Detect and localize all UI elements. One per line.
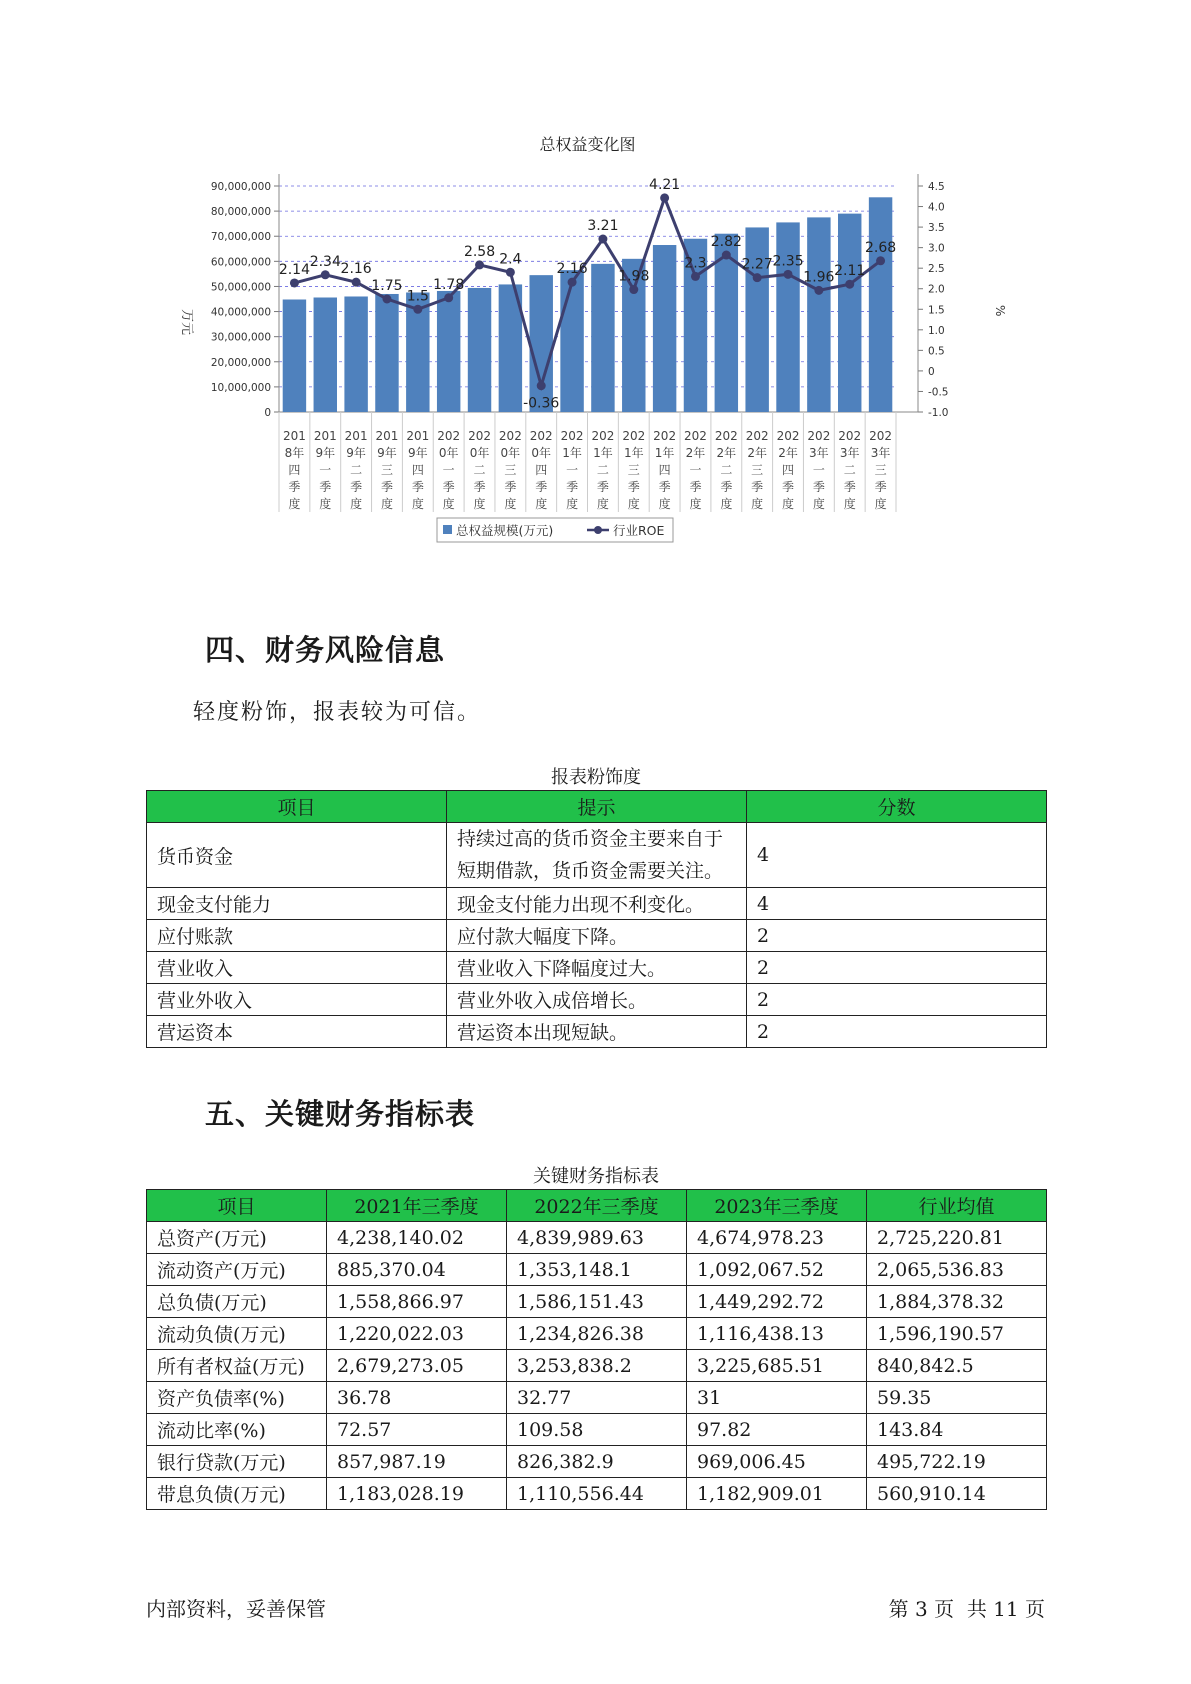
roe-data-label: 2.11 xyxy=(834,263,866,280)
x-tick-label: 9年 xyxy=(408,446,428,460)
x-tick-label: 3年 xyxy=(809,446,829,460)
table-cell: 1,110,556.44 xyxy=(507,1478,687,1510)
x-tick-label: 度 xyxy=(350,497,363,511)
roe-point xyxy=(290,278,299,287)
roe-data-label: 4.21 xyxy=(649,176,681,193)
table-cell: 1,586,151.43 xyxy=(507,1286,687,1318)
x-tick-label: 二 xyxy=(596,463,609,477)
table-cell: 所有者权益(万元) xyxy=(147,1350,327,1382)
roe-point xyxy=(321,270,330,279)
legend-line-marker xyxy=(594,526,602,534)
table-cell: 1,449,292.72 xyxy=(687,1286,867,1318)
whitewash-table xyxy=(146,790,1047,1048)
y-right-tick-label: 1.0 xyxy=(928,324,945,337)
x-tick-label: 202 xyxy=(560,429,584,443)
x-tick-label: 202 xyxy=(468,429,491,443)
bar xyxy=(807,217,830,412)
table-cell: 72.57 xyxy=(327,1414,507,1446)
x-tick-label: 度 xyxy=(504,497,517,511)
table-cell: 840,842.5 xyxy=(867,1350,1047,1382)
item-cell: 现金支付能力 xyxy=(147,888,447,920)
x-tick-label: 1年 xyxy=(654,446,675,460)
roe-point xyxy=(753,273,762,282)
y-left-tick-label: 50,000,000 xyxy=(210,281,271,294)
table-row xyxy=(147,1478,1047,1510)
x-tick-label: 202 xyxy=(838,429,862,443)
header-cell: 提示 xyxy=(447,791,747,823)
table-row xyxy=(147,1222,1047,1254)
bar xyxy=(283,300,306,412)
roe-point xyxy=(722,251,731,260)
x-tick-label: 季 xyxy=(689,480,702,494)
x-tick-label: 度 xyxy=(627,497,640,511)
table-header-row xyxy=(147,1190,1047,1222)
x-tick-label: 季 xyxy=(812,480,825,494)
table-cell: 1,353,148.1 xyxy=(507,1254,687,1286)
table-cell: 3,225,685.51 xyxy=(687,1350,867,1382)
roe-data-label: 1.75 xyxy=(371,278,403,294)
table-cell: 2,725,220.81 xyxy=(867,1222,1047,1254)
x-tick-label: 2年 xyxy=(778,446,798,460)
x-tick-label: 三 xyxy=(751,463,764,477)
x-tick-label: 202 xyxy=(498,429,522,443)
roe-data-label: 2.4 xyxy=(499,251,522,268)
x-tick-label: 201 xyxy=(375,429,399,443)
x-tick-label: 季 xyxy=(596,480,609,494)
table-cell: 4,839,989.63 xyxy=(507,1222,687,1254)
table-cell: 857,987.19 xyxy=(327,1446,507,1478)
x-tick-label: 202 xyxy=(714,429,738,443)
score-cell: 2 xyxy=(747,1016,1047,1048)
y-right-tick-label: 1.5 xyxy=(928,304,945,317)
y-left-tick-label: 90,000,000 xyxy=(210,181,271,193)
x-tick-label: 201 xyxy=(313,429,337,443)
table-row xyxy=(147,952,1047,984)
table-cell: 36.78 xyxy=(327,1382,507,1414)
y-right-tick-label: -0.5 xyxy=(928,386,949,399)
y-left-tick-label: 60,000,000 xyxy=(210,256,271,269)
x-tick-label: 季 xyxy=(504,480,517,494)
bar xyxy=(653,245,676,412)
y-right-tick-label: 2.5 xyxy=(928,263,945,276)
x-tick-label: 季 xyxy=(658,480,671,494)
x-tick-label: 9年 xyxy=(315,446,336,460)
x-tick-label: 三 xyxy=(380,463,393,477)
roe-point xyxy=(845,280,854,289)
key-indicators-table xyxy=(146,1189,1047,1510)
bar xyxy=(776,222,799,412)
y-left-tick-label: 0 xyxy=(264,407,271,419)
x-tick-label: 季 xyxy=(411,480,424,494)
bar xyxy=(344,296,367,412)
x-tick-label: 1年 xyxy=(623,446,644,460)
bar xyxy=(745,227,768,412)
x-tick-label: 季 xyxy=(350,480,363,494)
x-tick-label: 202 xyxy=(622,429,646,443)
table-row xyxy=(147,1446,1047,1478)
roe-data-label: 2.16 xyxy=(556,261,588,278)
item-cell: 货币资金 xyxy=(147,823,447,888)
score-cell: 4 xyxy=(747,823,1047,888)
x-tick-label: 度 xyxy=(812,497,825,511)
x-tick-label: 0年 xyxy=(500,446,521,460)
roe-point xyxy=(413,305,422,314)
x-tick-label: 202 xyxy=(653,429,677,443)
roe-point xyxy=(537,381,546,390)
x-tick-label: 度 xyxy=(535,497,548,511)
bar xyxy=(560,270,583,412)
x-tick-label: 度 xyxy=(596,497,609,511)
table-cell: 59.35 xyxy=(867,1382,1047,1414)
x-tick-label: 度 xyxy=(658,497,671,511)
x-tick-label: 一 xyxy=(566,463,579,477)
table-cell: 826,382.9 xyxy=(507,1446,687,1478)
x-tick-label: 9年 xyxy=(346,446,366,460)
table-cell: 1,092,067.52 xyxy=(687,1254,867,1286)
roe-point xyxy=(475,260,484,269)
roe-data-label: 2.68 xyxy=(864,239,897,256)
x-tick-label: 四 xyxy=(782,463,795,477)
x-tick-label: 度 xyxy=(751,497,764,511)
x-tick-label: 度 xyxy=(473,497,486,511)
roe-point xyxy=(568,278,577,287)
y-right-tick-label: 2.0 xyxy=(928,283,945,296)
roe-data-label: 2.35 xyxy=(772,253,804,270)
y-right-tick-label: -1.0 xyxy=(928,407,949,419)
roe-data-label: 2.58 xyxy=(463,243,496,260)
x-tick-label: 一 xyxy=(812,463,825,477)
y-left-tick-label: 80,000,000 xyxy=(210,206,271,219)
bar xyxy=(591,264,614,412)
hint-cell: 营业收入下降幅度过大。 xyxy=(447,952,747,984)
table-cell: 2,065,536.83 xyxy=(867,1254,1047,1286)
x-tick-label: 一 xyxy=(689,463,702,477)
table-row xyxy=(147,984,1047,1016)
table-caption-indicators: 关键财务指标表 xyxy=(533,1166,659,1187)
x-tick-label: 3年 xyxy=(839,446,860,460)
table-cell: 银行贷款(万元) xyxy=(147,1446,327,1478)
table-cell: 109.58 xyxy=(507,1414,687,1446)
y-left-tick-label: 30,000,000 xyxy=(210,331,271,344)
table-row xyxy=(147,1318,1047,1350)
x-tick-label: 季 xyxy=(288,480,301,494)
roe-data-label: 2.34 xyxy=(309,253,341,270)
roe-data-label: 3.21 xyxy=(587,218,619,235)
footer-confidential-note: 内部资料，妥善保管 xyxy=(146,1597,326,1621)
x-tick-label: 3年 xyxy=(870,446,891,460)
x-tick-label: 1年 xyxy=(593,446,613,460)
y-left-axis-label: 万元 xyxy=(179,309,194,336)
x-tick-label: 202 xyxy=(745,429,769,443)
table-cell: 3,253,838.2 xyxy=(507,1350,687,1382)
roe-data-label: -0.36 xyxy=(523,395,560,412)
hint-cell: 应付款大幅度下降。 xyxy=(447,920,747,952)
legend-line-label: 行业ROE xyxy=(613,523,665,538)
item-cell: 营运资本 xyxy=(147,1016,447,1048)
roe-point xyxy=(352,278,361,287)
x-tick-label: 202 xyxy=(684,429,707,443)
x-tick-label: 201 xyxy=(344,429,368,443)
header-cell: 2022年三季度 xyxy=(507,1190,687,1222)
bar xyxy=(437,291,460,412)
y-left-tick-label: 40,000,000 xyxy=(210,306,271,319)
table-cell: 31 xyxy=(687,1382,867,1414)
table-cell: 143.84 xyxy=(867,1414,1047,1446)
table-cell: 1,234,826.38 xyxy=(507,1318,687,1350)
header-cell: 项目 xyxy=(147,791,447,823)
hint-cell: 营业外收入成倍增长。 xyxy=(447,984,747,1016)
x-tick-label: 202 xyxy=(807,429,831,443)
x-tick-label: 一 xyxy=(319,463,332,477)
y-left-tick-label: 10,000,000 xyxy=(210,381,271,394)
section-heading-financial-risk: 四、财务风险信息 xyxy=(205,633,446,667)
roe-point xyxy=(876,256,885,265)
table-cell: 1,182,909.01 xyxy=(687,1478,867,1510)
x-tick-label: 0年 xyxy=(438,446,459,460)
x-tick-label: 202 xyxy=(529,429,553,443)
table-row xyxy=(147,823,1047,888)
table-row xyxy=(147,1016,1047,1048)
table-header-row xyxy=(147,791,1047,823)
x-tick-label: 三 xyxy=(874,463,887,477)
roe-point xyxy=(629,285,638,294)
x-tick-label: 度 xyxy=(319,497,332,511)
x-tick-label: 三 xyxy=(627,463,640,477)
table-cell: 560,910.14 xyxy=(867,1478,1047,1510)
table-cell: 总资产(万元) xyxy=(147,1222,327,1254)
roe-data-label: 1.98 xyxy=(618,268,650,285)
roe-data-label: 2.82 xyxy=(710,234,742,251)
y-right-tick-label: 4.0 xyxy=(928,201,945,214)
y-left-tick-label: 70,000,000 xyxy=(210,231,271,244)
roe-point xyxy=(691,272,700,281)
legend-bar-swatch xyxy=(443,525,452,534)
bar xyxy=(314,297,337,412)
table-row xyxy=(147,1286,1047,1318)
x-tick-label: 度 xyxy=(689,497,702,511)
y-left-tick-label: 20,000,000 xyxy=(210,356,271,369)
x-tick-label: 度 xyxy=(380,497,393,511)
table-cell: 97.82 xyxy=(687,1414,867,1446)
x-tick-label: 三 xyxy=(504,463,517,477)
y-right-axis-label: % xyxy=(993,305,1007,317)
x-tick-label: 四 xyxy=(411,463,424,477)
table-cell: 1,884,378.32 xyxy=(867,1286,1047,1318)
table-cell: 4,238,140.02 xyxy=(327,1222,507,1254)
header-cell: 2021年三季度 xyxy=(327,1190,507,1222)
x-tick-label: 季 xyxy=(535,480,548,494)
x-tick-label: 四 xyxy=(535,463,548,477)
x-tick-label: 季 xyxy=(319,480,332,494)
x-tick-label: 一 xyxy=(442,463,455,477)
x-tick-label: 202 xyxy=(776,429,800,443)
hint-cell: 营运资本出现短缺。 xyxy=(447,1016,747,1048)
table-cell: 1,558,866.97 xyxy=(327,1286,507,1318)
x-tick-label: 度 xyxy=(782,497,795,511)
x-tick-label: 202 xyxy=(437,429,461,443)
bar xyxy=(838,214,861,412)
equity-chart xyxy=(165,130,1045,600)
x-tick-label: 季 xyxy=(751,480,764,494)
bar xyxy=(869,197,892,412)
x-tick-label: 季 xyxy=(720,480,733,494)
table-cell: 1,183,028.19 xyxy=(327,1478,507,1510)
chart-title: 总权益变化图 xyxy=(539,135,636,154)
x-tick-label: 2年 xyxy=(716,446,737,460)
header-cell: 项目 xyxy=(147,1190,327,1222)
hint-cell: 现金支付能力出现不利变化。 xyxy=(447,888,747,920)
table-caption-whitewash: 报表粉饰度 xyxy=(551,767,641,788)
x-tick-label: 度 xyxy=(288,497,301,511)
score-cell: 2 xyxy=(747,984,1047,1016)
table-row xyxy=(147,1350,1047,1382)
x-tick-label: 1年 xyxy=(562,446,582,460)
section-heading-key-indicators: 五、关键财务指标表 xyxy=(205,1097,476,1131)
y-right-tick-label: 3.0 xyxy=(928,242,945,255)
table-cell: 885,370.04 xyxy=(327,1254,507,1286)
item-cell: 应付账款 xyxy=(147,920,447,952)
score-cell: 4 xyxy=(747,888,1047,920)
y-right-tick-label: 4.5 xyxy=(928,181,945,193)
table-cell: 495,722.19 xyxy=(867,1446,1047,1478)
table-cell: 1,596,190.57 xyxy=(867,1318,1047,1350)
item-cell: 营业收入 xyxy=(147,952,447,984)
y-right-tick-label: 3.5 xyxy=(928,222,945,235)
y-right-tick-label: 0.5 xyxy=(928,345,945,358)
table-cell: 1,220,022.03 xyxy=(327,1318,507,1350)
table-cell: 1,116,438.13 xyxy=(687,1318,867,1350)
roe-data-label: 2.14 xyxy=(278,261,311,278)
x-tick-label: 0年 xyxy=(469,446,490,460)
bar xyxy=(375,294,398,412)
score-cell: 2 xyxy=(747,952,1047,984)
x-tick-label: 季 xyxy=(566,480,579,494)
x-tick-label: 度 xyxy=(566,497,579,511)
table-cell: 流动比率(%) xyxy=(147,1414,327,1446)
x-tick-label: 二 xyxy=(843,463,856,477)
x-tick-label: 四 xyxy=(288,463,301,477)
x-tick-label: 度 xyxy=(442,497,455,511)
roe-point xyxy=(598,235,607,244)
x-tick-label: 2年 xyxy=(685,446,706,460)
x-tick-label: 季 xyxy=(442,480,455,494)
bar xyxy=(468,288,491,412)
risk-summary: 轻度粉饰，报表较为可信。 xyxy=(193,700,482,725)
table-cell: 流动负债(万元) xyxy=(147,1318,327,1350)
roe-data-label: 2.27 xyxy=(741,256,773,273)
x-tick-label: 度 xyxy=(843,497,856,511)
item-cell: 营业外收入 xyxy=(147,984,447,1016)
x-tick-label: 二 xyxy=(350,463,363,477)
x-tick-label: 201 xyxy=(406,429,430,443)
x-tick-label: 季 xyxy=(380,480,393,494)
x-tick-label: 201 xyxy=(282,429,306,443)
table-row xyxy=(147,920,1047,952)
x-tick-label: 9年 xyxy=(377,446,397,460)
roe-point xyxy=(382,295,391,304)
x-tick-label: 8年 xyxy=(284,446,305,460)
table-cell: 资产负债率(%) xyxy=(147,1382,327,1414)
score-cell: 2 xyxy=(747,920,1047,952)
x-tick-label: 二 xyxy=(473,463,486,477)
x-tick-label: 季 xyxy=(843,480,856,494)
header-cell: 2023年三季度 xyxy=(687,1190,867,1222)
table-cell: 32.77 xyxy=(507,1382,687,1414)
table-cell: 总负债(万元) xyxy=(147,1286,327,1318)
x-tick-label: 季 xyxy=(874,480,887,494)
header-cell: 分数 xyxy=(747,791,1047,823)
x-tick-label: 季 xyxy=(627,480,640,494)
footer-page-number: 第 3 页 共 11 页 xyxy=(888,1597,1045,1621)
header-cell: 行业均值 xyxy=(867,1190,1047,1222)
roe-data-label: 2.3 xyxy=(684,255,707,272)
roe-point xyxy=(444,293,453,302)
x-tick-label: 度 xyxy=(411,497,424,511)
legend-bar-label: 总权益规模(万元) xyxy=(456,523,554,538)
x-tick-label: 四 xyxy=(658,463,671,477)
roe-point xyxy=(660,193,669,202)
roe-data-label: 1.96 xyxy=(803,269,835,286)
x-tick-label: 202 xyxy=(591,429,615,443)
x-tick-label: 度 xyxy=(874,497,887,511)
roe-point xyxy=(814,286,823,295)
bar xyxy=(530,275,553,412)
roe-data-label: 1.78 xyxy=(433,276,465,293)
table-cell: 流动资产(万元) xyxy=(147,1254,327,1286)
roe-data-label: 1.5 xyxy=(406,288,429,305)
table-row xyxy=(147,1254,1047,1286)
roe-data-label: 2.16 xyxy=(340,261,372,278)
y-right-tick-label: 0 xyxy=(928,365,935,378)
x-tick-label: 2年 xyxy=(747,446,767,460)
x-tick-label: 季 xyxy=(782,480,795,494)
hint-cell: 持续过高的货币资金主要来自于短期借款，货币资金需要关注。 xyxy=(447,823,747,888)
table-row xyxy=(147,888,1047,920)
x-tick-label: 二 xyxy=(720,463,733,477)
roe-point xyxy=(506,268,515,277)
table-row xyxy=(147,1382,1047,1414)
x-tick-label: 0年 xyxy=(531,446,552,460)
table-cell: 带息负债(万元) xyxy=(147,1478,327,1510)
table-cell: 969,006.45 xyxy=(687,1446,867,1478)
table-row xyxy=(147,1414,1047,1446)
table-cell: 2,679,273.05 xyxy=(327,1350,507,1382)
table-cell: 4,674,978.23 xyxy=(687,1222,867,1254)
x-tick-label: 度 xyxy=(720,497,733,511)
roe-point xyxy=(784,270,793,279)
x-tick-label: 202 xyxy=(869,429,893,443)
x-tick-label: 季 xyxy=(473,480,486,494)
